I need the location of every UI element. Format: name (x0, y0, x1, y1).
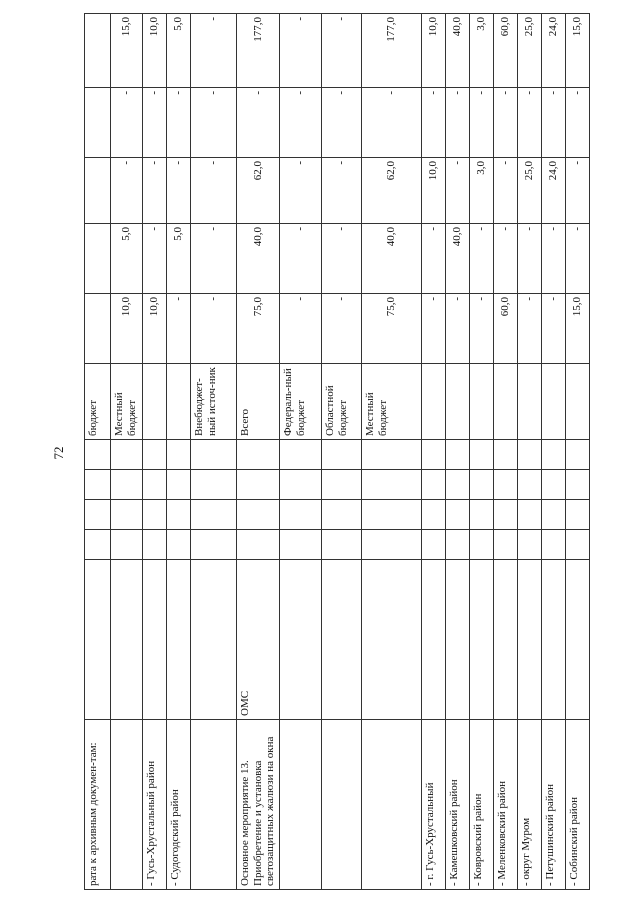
activity-name-cell: - г. Гусь-Хрустальный (421, 720, 445, 890)
value-cell: - (191, 294, 237, 364)
value-cell: - (565, 224, 589, 294)
executor-cell (361, 560, 421, 720)
empty-code-cell (469, 440, 493, 470)
empty-code-cell (167, 500, 191, 530)
table-row (279, 14, 321, 890)
value-cell: - (143, 158, 167, 224)
empty-code-cell (445, 500, 469, 530)
value-cell: 15,0 (111, 14, 143, 88)
value-cell: 40,0 (445, 14, 469, 88)
executor-cell (279, 560, 321, 720)
budget-table (84, 13, 590, 890)
empty-code-cell (541, 530, 565, 560)
value-cell: - (279, 14, 321, 88)
rotated-table-area (84, 14, 584, 890)
empty-code-cell (421, 500, 445, 530)
empty-code-cell (191, 470, 237, 500)
empty-code-cell (111, 470, 143, 500)
value-cell: 62,0 (237, 158, 280, 224)
empty-code-cell (565, 530, 589, 560)
activity-name-cell (321, 720, 361, 890)
empty-code-cell (85, 440, 111, 470)
funding-source-cell (143, 364, 167, 440)
value-cell: 3,0 (469, 158, 493, 224)
empty-code-cell (421, 470, 445, 500)
value-cell: 15,0 (565, 14, 589, 88)
empty-code-cell (191, 440, 237, 470)
value-cell (85, 224, 111, 294)
empty-code-cell (279, 440, 321, 470)
executor-cell (321, 560, 361, 720)
activity-name-cell: Основное мероприятие 13. Приобретение и установка светозащитных жалюзи на окна (237, 720, 280, 890)
value-cell: 25,0 (517, 14, 541, 88)
empty-code-cell (85, 470, 111, 500)
value-cell: 177,0 (361, 14, 421, 88)
empty-code-cell (111, 530, 143, 560)
value-cell: - (167, 158, 191, 224)
value-cell: 10,0 (111, 294, 143, 364)
empty-code-cell (237, 530, 280, 560)
value-cell: - (421, 224, 445, 294)
empty-code-cell (445, 530, 469, 560)
activity-name-cell: - Петушинский район (541, 720, 565, 890)
funding-source-cell: Местный бюджет (111, 364, 143, 440)
empty-code-cell (517, 440, 541, 470)
empty-code-cell (541, 500, 565, 530)
value-cell: 5,0 (167, 14, 191, 88)
value-cell: 75,0 (237, 294, 280, 364)
value-cell: - (565, 158, 589, 224)
empty-code-cell (167, 530, 191, 560)
value-cell: - (167, 294, 191, 364)
value-cell: - (517, 294, 541, 364)
value-cell (85, 14, 111, 88)
value-cell: - (517, 224, 541, 294)
value-cell: - (167, 88, 191, 158)
activity-name-cell: - Собинский район (565, 720, 589, 890)
executor-cell (493, 560, 517, 720)
value-cell: 40,0 (361, 224, 421, 294)
executor-cell (143, 560, 167, 720)
activity-name-cell: - Меленковский район (493, 720, 517, 890)
funding-source-cell: Областной бюджет (321, 364, 361, 440)
table-row (85, 14, 111, 890)
empty-code-cell (541, 440, 565, 470)
table-holder (84, 14, 584, 890)
empty-code-cell (167, 440, 191, 470)
value-cell: - (191, 88, 237, 158)
value-cell: - (321, 14, 361, 88)
empty-code-cell (493, 440, 517, 470)
page-number: 72 (51, 446, 66, 460)
value-cell: 10,0 (421, 158, 445, 224)
value-cell: 40,0 (237, 224, 280, 294)
executor-cell (517, 560, 541, 720)
value-cell: - (191, 224, 237, 294)
empty-code-cell (421, 440, 445, 470)
value-cell: 5,0 (111, 224, 143, 294)
empty-code-cell (493, 530, 517, 560)
value-cell: 60,0 (493, 294, 517, 364)
table-row (541, 14, 565, 890)
activity-name-cell: - Камешковский район (445, 720, 469, 890)
executor-cell (541, 560, 565, 720)
value-cell: - (279, 224, 321, 294)
funding-source-cell (517, 364, 541, 440)
empty-code-cell (493, 500, 517, 530)
value-cell: - (445, 294, 469, 364)
funding-source-cell: Федераль-ный бюджет (279, 364, 321, 440)
value-cell: 10,0 (143, 294, 167, 364)
empty-code-cell (111, 440, 143, 470)
value-cell: - (493, 88, 517, 158)
empty-code-cell (321, 530, 361, 560)
empty-code-cell (517, 500, 541, 530)
funding-source-cell (469, 364, 493, 440)
value-cell: - (111, 158, 143, 224)
funding-source-cell (493, 364, 517, 440)
executor-cell (565, 560, 589, 720)
executor-cell (445, 560, 469, 720)
value-cell: - (237, 88, 280, 158)
empty-code-cell (469, 500, 493, 530)
value-cell: 5,0 (167, 224, 191, 294)
activity-name-cell: рата к архивным докумен-там: (85, 720, 111, 890)
empty-code-cell (111, 500, 143, 530)
value-cell: 10,0 (421, 14, 445, 88)
table-row (517, 14, 541, 890)
table-row (191, 14, 237, 890)
table-row (361, 14, 421, 890)
funding-source-cell: Всего (237, 364, 280, 440)
empty-code-cell (143, 530, 167, 560)
value-cell: 15,0 (565, 294, 589, 364)
table-row (237, 14, 280, 890)
executor-cell (469, 560, 493, 720)
empty-code-cell (493, 470, 517, 500)
value-cell (85, 88, 111, 158)
empty-code-cell (361, 440, 421, 470)
value-cell: 10,0 (143, 14, 167, 88)
empty-code-cell (565, 440, 589, 470)
empty-code-cell (321, 500, 361, 530)
empty-code-cell (143, 500, 167, 530)
empty-code-cell (361, 500, 421, 530)
funding-source-cell: бюджет (85, 364, 111, 440)
empty-code-cell (445, 470, 469, 500)
activity-name-cell (361, 720, 421, 890)
value-cell: 24,0 (541, 158, 565, 224)
empty-code-cell (321, 440, 361, 470)
value-cell: 24,0 (541, 14, 565, 88)
activity-name-cell (111, 720, 143, 890)
value-cell: - (321, 158, 361, 224)
value-cell: - (143, 224, 167, 294)
activity-name-cell: - Ковровский район (469, 720, 493, 890)
empty-code-cell (167, 470, 191, 500)
table-row (565, 14, 589, 890)
empty-code-cell (565, 470, 589, 500)
value-cell: 177,0 (237, 14, 280, 88)
funding-source-cell: Внебюджет-ный источ-ник (191, 364, 237, 440)
funding-source-cell (565, 364, 589, 440)
empty-code-cell (445, 440, 469, 470)
empty-code-cell (469, 470, 493, 500)
value-cell: 75,0 (361, 294, 421, 364)
empty-code-cell (85, 530, 111, 560)
empty-code-cell (191, 530, 237, 560)
value-cell: - (469, 88, 493, 158)
value-cell: - (517, 88, 541, 158)
funding-source-cell (541, 364, 565, 440)
value-cell: - (421, 88, 445, 158)
value-cell: - (469, 224, 493, 294)
empty-code-cell (321, 470, 361, 500)
value-cell: - (421, 294, 445, 364)
table-row (143, 14, 167, 890)
value-cell: 25,0 (517, 158, 541, 224)
value-cell: 40,0 (445, 224, 469, 294)
value-cell: 60,0 (493, 14, 517, 88)
empty-code-cell (237, 470, 280, 500)
executor-cell (111, 560, 143, 720)
value-cell: - (541, 224, 565, 294)
value-cell: - (143, 88, 167, 158)
activity-name-cell: - Гусь-Хрустальный район (143, 720, 167, 890)
table-row (111, 14, 143, 890)
value-cell: - (361, 88, 421, 158)
empty-code-cell (421, 530, 445, 560)
table-row (421, 14, 445, 890)
value-cell: - (565, 88, 589, 158)
value-cell: - (445, 158, 469, 224)
funding-source-cell: Местный бюджет (361, 364, 421, 440)
table-row (167, 14, 191, 890)
value-cell: - (321, 88, 361, 158)
value-cell: - (469, 294, 493, 364)
activity-name-cell: - округ Муром (517, 720, 541, 890)
table-row (493, 14, 517, 890)
empty-code-cell (85, 500, 111, 530)
empty-code-cell (517, 470, 541, 500)
empty-code-cell (361, 530, 421, 560)
empty-code-cell (237, 440, 280, 470)
funding-source-cell (421, 364, 445, 440)
executor-cell (85, 560, 111, 720)
value-cell: - (321, 294, 361, 364)
executor-cell (191, 560, 237, 720)
value-cell: - (279, 88, 321, 158)
activity-name-cell (191, 720, 237, 890)
value-cell (85, 294, 111, 364)
value-cell: 62,0 (361, 158, 421, 224)
empty-code-cell (191, 500, 237, 530)
value-cell: 3,0 (469, 14, 493, 88)
value-cell: - (191, 158, 237, 224)
empty-code-cell (279, 500, 321, 530)
empty-code-cell (237, 500, 280, 530)
value-cell (85, 158, 111, 224)
empty-code-cell (361, 470, 421, 500)
value-cell: - (493, 158, 517, 224)
executor-cell (421, 560, 445, 720)
empty-code-cell (279, 470, 321, 500)
funding-source-cell (445, 364, 469, 440)
value-cell: - (445, 88, 469, 158)
empty-code-cell (541, 470, 565, 500)
value-cell: - (541, 88, 565, 158)
empty-code-cell (565, 500, 589, 530)
value-cell: - (279, 294, 321, 364)
table-row (321, 14, 361, 890)
empty-code-cell (469, 530, 493, 560)
activity-name-cell: - Судогодский район (167, 720, 191, 890)
value-cell: - (321, 224, 361, 294)
value-cell: - (493, 224, 517, 294)
value-cell: - (279, 158, 321, 224)
empty-code-cell (279, 530, 321, 560)
executor-cell (167, 560, 191, 720)
empty-code-cell (517, 530, 541, 560)
activity-name-cell (279, 720, 321, 890)
value-cell: - (541, 294, 565, 364)
table-row (445, 14, 469, 890)
executor-cell: ОМС (237, 560, 280, 720)
funding-source-cell (167, 364, 191, 440)
table-row (469, 14, 493, 890)
value-cell: - (111, 88, 143, 158)
value-cell: - (191, 14, 237, 88)
empty-code-cell (143, 470, 167, 500)
empty-code-cell (143, 440, 167, 470)
